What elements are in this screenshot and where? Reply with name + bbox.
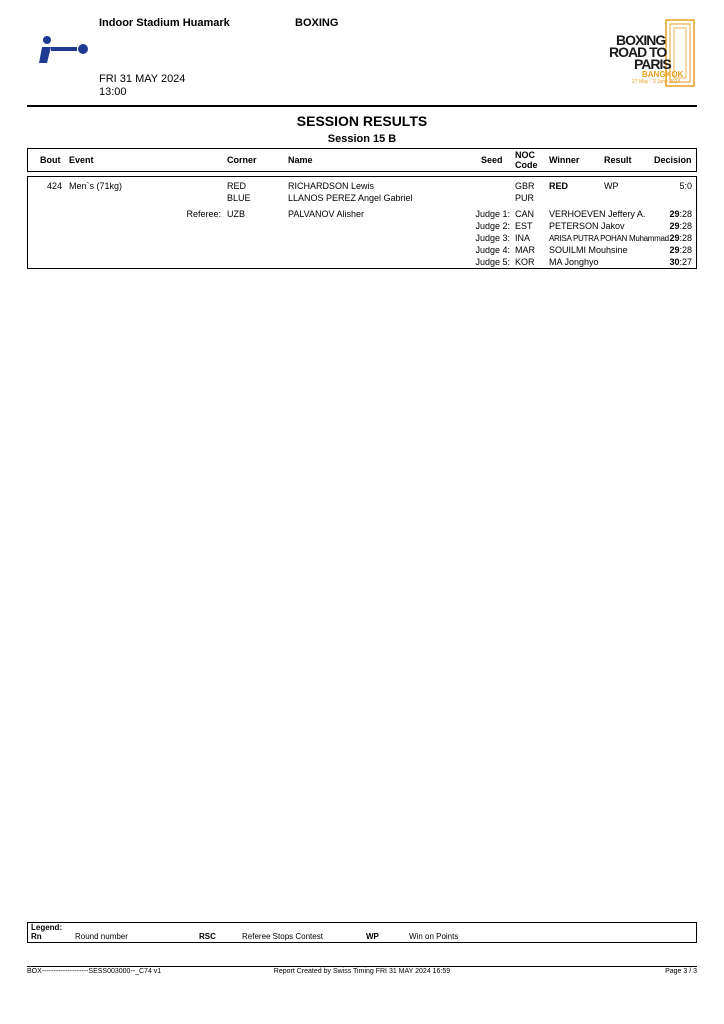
legend-code: Rn	[31, 932, 42, 941]
judge-name: ARISA PUTRA POHAN Muhammad	[549, 234, 669, 243]
judge-score-b: :27	[679, 257, 692, 267]
judge-score-b: :28	[679, 209, 692, 219]
col-event: Event	[69, 155, 94, 165]
legend-title: Legend:	[31, 923, 63, 932]
column-header-box	[27, 148, 697, 172]
judge-score	[640, 233, 692, 243]
col-decision: Decision	[654, 155, 692, 165]
bout-result: WP	[604, 181, 619, 191]
judge-label: Judge 5:	[475, 257, 510, 267]
footer-report-code: BOX--------------------SESS003000--_C74 v1	[27, 968, 162, 975]
judge-name: SOUILMI Mouhsine	[549, 245, 628, 255]
judge-name: VERHOEVEN Jeffery A.	[549, 209, 646, 219]
legend-desc: Win on Points	[409, 932, 459, 941]
logo-line-2: ROAD TO	[609, 44, 667, 60]
judge-score-a: 29	[669, 233, 680, 243]
bout-decision: 5:0	[679, 181, 692, 191]
red-boxer-name: RICHARDSON Lewis	[288, 181, 375, 191]
judge-name: PETERSON Jakov	[549, 221, 625, 231]
judge-score-b: :28	[679, 233, 692, 243]
judge-label: Judge 1:	[475, 209, 510, 219]
bout-event: Men`s (71kg)	[69, 181, 123, 191]
blue-noc: PUR	[515, 193, 535, 203]
col-seed: Seed	[481, 155, 503, 165]
header-rule	[27, 105, 697, 107]
session-date: FRI 31 MAY 2024	[99, 73, 186, 85]
judge-score-a: 29	[669, 221, 680, 231]
footer-rule	[27, 966, 697, 967]
bout-number: 424	[46, 181, 62, 191]
legend-code: RSC	[199, 932, 216, 941]
footer-created: Report Created by Swiss Timing FRI 31 MAY 2024 16:59	[273, 968, 451, 975]
judge-score-a: 29	[669, 209, 680, 219]
col-code: Code	[515, 160, 538, 170]
judge-label: Judge 2:	[475, 221, 510, 231]
session-time: 13:00	[99, 86, 127, 98]
referee-name: PALVANOV Alisher	[288, 209, 365, 219]
referee-label: Referee:	[186, 209, 221, 219]
judge-noc: MAR	[515, 245, 535, 255]
col-noc: NOC	[515, 150, 535, 160]
referee-noc: UZB	[227, 209, 245, 219]
logo-line-3: PARIS	[634, 56, 671, 72]
col-winner: Winner	[549, 155, 580, 165]
footer-page: Page 3 / 3	[665, 968, 697, 975]
judge-score	[640, 221, 692, 231]
judge-score	[640, 257, 692, 267]
judge-noc: INA	[515, 233, 531, 243]
judge-score-b: :28	[679, 245, 692, 255]
page-subtitle: Session 15 B	[327, 133, 397, 145]
venue-name: Indoor Stadium Huamark	[99, 17, 230, 29]
col-bout: Bout	[40, 155, 61, 165]
judge-score-a: 29	[669, 245, 680, 255]
bout-winner: RED	[549, 181, 569, 191]
judge-name: MA Jonghyo	[549, 257, 599, 267]
legend-desc: Round number	[75, 932, 128, 941]
judge-score-b: :28	[679, 221, 692, 231]
legend-code: WP	[366, 932, 379, 941]
judge-score-a: 30	[669, 257, 680, 267]
blue-corner: BLUE	[227, 193, 251, 203]
col-result: Result	[604, 155, 632, 165]
sport-name: BOXING	[295, 17, 339, 29]
col-corner: Corner	[227, 155, 257, 165]
judge-label: Judge 4:	[475, 245, 510, 255]
page-title: SESSION RESULTS	[296, 113, 428, 129]
judge-score	[640, 245, 692, 255]
judge-label: Judge 3:	[475, 233, 510, 243]
red-corner: RED	[227, 181, 247, 191]
logo-dates: 27 May - 3 June 2024	[632, 79, 681, 85]
logo-line-4: BANGKOK	[642, 70, 684, 79]
judge-noc: EST	[515, 221, 533, 231]
logo-line-1: BOXING	[616, 32, 666, 48]
blue-boxer-name: LLANOS PEREZ Angel Gabriel	[288, 193, 413, 203]
judge-score	[640, 209, 692, 219]
judge-noc: CAN	[515, 209, 535, 219]
col-name: Name	[288, 155, 313, 165]
red-noc: GBR	[515, 181, 535, 191]
legend-desc: Referee Stops Contest	[242, 932, 323, 941]
road-to-paris-logo	[606, 18, 698, 88]
boxing-pictogram-icon	[36, 34, 92, 66]
judge-noc: KOR	[515, 257, 535, 267]
